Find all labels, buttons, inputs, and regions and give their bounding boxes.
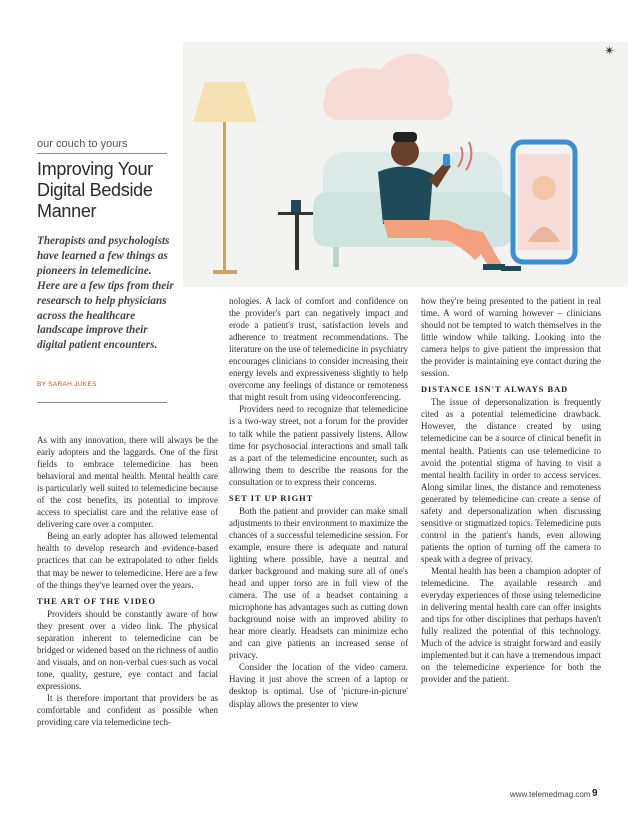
article-deck: Therapists and psychologists have learned a few things as pioneers in telemedicine. Here are a few tips from their researsch to help physicians across the healthcare landscape improve their digital patient encounters. — [37, 235, 174, 352]
mug-icon — [291, 200, 301, 212]
divider — [37, 153, 167, 154]
paragraph: Providers should be constantly aware of how they present over a video link. The physical separation inherent to telemedicine can be bridged or widened based on the richness of audio and visuals, and on non-verbal cues such as vocal tone, quality, gesture, eye contact and facial expressions. — [37, 608, 218, 691]
column-1 — [37, 434, 218, 728]
paragraph: how they're being presented to the patient in real time. A word of warning however – clinicians should not be tempted to watch themselves in the little window while talking. Looking into the camera helps to give patient the impression that the provider is maintaining eye contact during the session. — [421, 296, 601, 379]
divider — [37, 402, 167, 403]
footer-url[interactable]: www.telemedmag.com — [510, 790, 591, 799]
column-3 — [421, 295, 601, 685]
paragraph: Mental health has been a champion adopter of telemedicine. The available research and everyday experiences of those using telemedicine in delivering mental health care can offer insights and tips for other disciplines that perhaps haven't fully realized the potential of this technology. Much of the advice is straight forward and easily implemented but it can have a tremendous impact on the telemedicine experience for both the provider and the patient. — [421, 565, 601, 685]
subheading: SET IT UP RIGHT — [229, 493, 314, 503]
paragraph: nologies. A lack of comfort and confidence on the provider's part can negatively impact and erode a patient's trust, satisfaction levels and adherence to treatment recommendations. The literature on the use of telemedicine in psychiatry encourages clinicians to consider increasing their energy levels and expressiveness slightly to help overcome any feelings of distance or remoteness that might result from using videoconferencing. — [229, 296, 408, 403]
paragraph: Being an early adopter has allowed telemental health to develop research and evidence-based practices that can be extrapolated to other fields that may be newer to telemedicine. Here are a few of the things they've learned over the years. — [37, 531, 218, 590]
subheading: THE ART OF THE VIDEO — [37, 596, 156, 606]
byline: BY SARAH JUKES — [37, 381, 97, 388]
telescope-icon: ✴ — [604, 44, 615, 59]
section-label: our couch to yours — [37, 138, 128, 150]
hero-illustration — [183, 42, 628, 287]
video-call-phone — [513, 142, 575, 262]
paragraph: Both the patient and provider can make small adjustments to their environment to maximize the chances of a successful telemedicine session. For example, ensure there is adequate and natural lighting where possible, have a neutral and darker background and making sure all of one's head and upper torso are in full view of the camera. The use of a headset containing a microphone has advantages such as cutting down background noise with an improved ability to hear more clearly. Headsets can minimize echo and can give patients an increased sense of privacy. — [229, 505, 408, 661]
article-title: Improving Your Digital Bedside Manner — [37, 159, 153, 221]
paragraph: Providers need to recognize that telemedicine is a two-way street, not a forum for the provider to talk while the patient passively listens. Allow time for psychosocial interactions and small talk as a part of the telemedicine encounter, such as allowing them to describe the reasons for the consultation or to express their concerns. — [229, 404, 408, 487]
paragraph: It is therefore important that providers be as comfortable and confident as possible when providing care via telemedicine tech- — [37, 692, 218, 728]
subheading: DISTANCE ISN'T ALWAYS BAD — [421, 385, 569, 395]
paragraph: Consider the location of the video camera. Having it just above the screen of a laptop or desktop is optimal. Use of 'picture-in-picture' display allows the presenter to view — [229, 662, 408, 709]
paragraph: The issue of depersonalization is frequently cited as a potential telemedicine drawback. However, the distance created by using telemedicine can be a source of clinical benefit in mental health. Patients can use telemedicine to avoid the potential stigma of having to visit a mental health facility in order to access services. Along similar lines, the distance and remoteness generated by telemedicine can create a sense of safety and depersonalization when discussing sensitive or stigmatized topics. Telemedicine puts control in the patient's hands, even allowing patients the option of turning off the camera to speak with a degree of privacy. — [421, 397, 601, 564]
column-2 — [229, 295, 408, 710]
paragraph: As with any innovation, there will always be the early adopters and the laggards. One of the first fields to embrace telemedicine has been behavioral and mental health. Mental health care is particularly well suited to telemedicine because of the cost benefits, its potential to improve access to specialist care and the relative ease of delivering care over a computer. — [37, 435, 218, 530]
page-number: 9 — [592, 788, 598, 799]
